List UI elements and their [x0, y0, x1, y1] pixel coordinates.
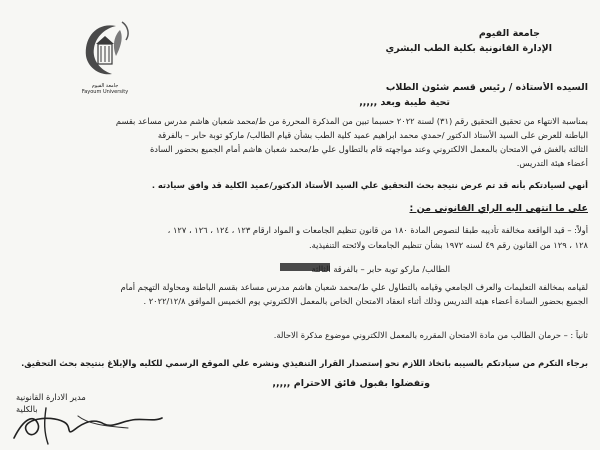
closing-line: وتفضلوا بقبول فائق الاحترام ,,,,,: [272, 378, 430, 389]
first-item-line2: ١٢٨ ، ١٢٩ من القانون رقم ٤٩ لسنه ١٩٧٢ بشأن تنظيم الجامعات ولائحته التنفيذية.: [309, 240, 588, 250]
signature-title-line2: بالكلية: [16, 404, 38, 414]
handwritten-signature: [8, 400, 168, 448]
para1-line2: الباطنة للعرض على السيد الأستاذ الدكتور /حمدي محمد ابراهيم عميد كلية الطب بشأن قيام الطالب/ ماركو توبة حابر – بالفرقة: [157, 130, 588, 140]
para1-line1: بمناسبة الانتهاء من تحقيق التحقيق رقم (٣١) لسنة ٢٠٢٢ حسبما تبين من المذكرة المحررة من ط/محمد شعبان هاشم مدرس مساعد بقسم: [115, 116, 588, 126]
student-line: الطالب/ ماركو توبة حابر – بالفرقة الثالثة: [311, 264, 450, 274]
department-name: الإدارة القانونية بكلية الطب البشري: [385, 43, 552, 54]
second-item: ثانياً : – حرمان الطالب من مادة الامتحان المقرره بالمعمل الالكتروني موضوع مذكرة الاحالة.: [273, 330, 588, 340]
request-line: برجاء التكرم من سيادتكم بالسيبه باتخاذ اللازم نحو إستصدار القرار التنفيذي ونشره علي الموقع الرسمي للكليه والإبلاغ بنتيجة بحث التحقيق.: [21, 358, 588, 368]
para3-line2: الجميع بحضور السادة أعضاء هيئة التدريس وذلك أثناء انعقاد الامتحان الخاص بالمعمل الالكتروني يوم الخميس الموافق ٢٠٢٢/١٢/٨ .: [143, 296, 588, 306]
para3-line1: لقيامه بمخالفة التعليمات والعرف الجامعي وقيامه بالتطاول علي ط/محمد شعبان هاشم مدرس مساعد بقسم الباطنة ومحاولة التهجم أمام: [120, 282, 588, 292]
addressee: السيده الأستاذه / رئيس قسم شئون الطلاب: [385, 82, 588, 93]
signature-title-line1: مدير الادارة القانونية: [16, 392, 86, 402]
legal-heading: علي ما انتهي اليه الراي القانوني من :: [409, 203, 588, 214]
university-name: جامعة الفيوم: [478, 28, 540, 39]
para1-line3: الثالثة بالغش في الامتحان بالمعمل الالكتروني وعند مواجهته قام بالتطاول علي ط/محمد شعبان هاشم أمام الجميع بحضور السادة: [149, 144, 588, 154]
logo-caption-ar: جامعة الفيوم: [91, 83, 119, 89]
logo-caption-en: Fayoum University: [81, 89, 129, 95]
greeting: تحية طيبة وبعد ,,,,,: [359, 97, 450, 108]
first-item-line1: أولاً: – قيد الواقعة مخالفة تأديبه طبقا لنصوص المادة ١٨٠ من قانون تنظيم الجامعات و المواد ارقام ١٢٣ ، ١٢٤ ، ١٢٦ ، ١٢٧ ،: [167, 225, 588, 235]
university-seal-icon: [76, 16, 134, 82]
para2: أنهي لسيادتكم بأنه قد تم عرض نتيجة بحث التحقيق علي السيد الأستاذ الدكتور/عميد الكلية قد وافق سيادته .: [151, 180, 588, 190]
para1-line4: أعضاء هيئة التدريس.: [516, 158, 588, 168]
